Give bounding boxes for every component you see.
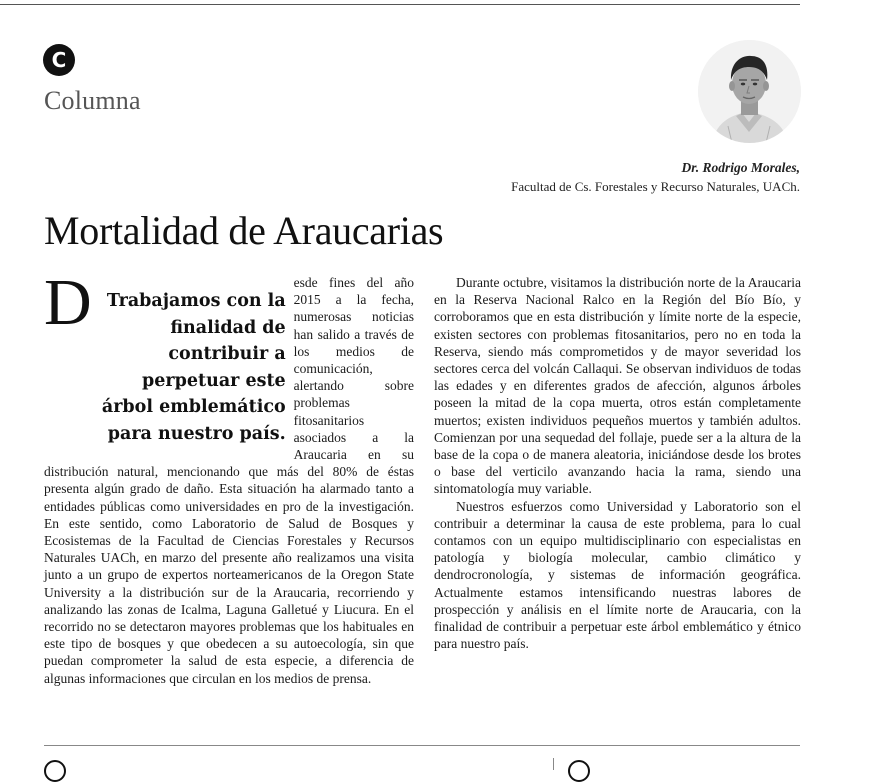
portrait-icon xyxy=(698,40,801,143)
bottom-divider xyxy=(44,745,800,746)
top-divider xyxy=(0,4,800,5)
article-paragraph: Durante octubre, visitamos la distribución norte de la Araucaria en la Reserva Nacional Ralco en la Región del Bío Bío, y corroboramos que en esta distribución y límite norte de la especie, existen sectores con problemas fitosanitarios, pero no en toda la Reserva, siendo más comprometidos y de mayor severidad los sectores cerca del volcán Callaqui. Se observan individuos de todas las edades y en diferentes grados de afección, algunos árboles poseen la mitad de la copa muerta, otros están completamente muertos; existen individuos pequeños muertos y también adultos. Comienzan por una sequedad del follaje, puede ser a la altura de la base de la copa o de manera aleatoria, iniciándose desde los brotes o base del verticilo avanzando hacia la rama, siendo una sintomatología muy variable. xyxy=(434,275,801,497)
author-byline xyxy=(511,158,800,196)
column-separator xyxy=(553,758,554,770)
article-paragraph xyxy=(44,266,414,687)
section-label: Columna xyxy=(44,86,141,115)
article-title: Mortalidad de Araucarias xyxy=(44,208,444,253)
article-column-left xyxy=(44,266,414,687)
column-badge-icon xyxy=(43,44,75,76)
author-affiliation: Facultad de Cs. Forestales y Recurso Naturales, UACh. xyxy=(511,179,800,194)
next-column-badge-icon xyxy=(44,760,66,782)
next-column-badge-icon xyxy=(568,760,590,782)
article-column-right xyxy=(434,274,801,652)
author-photo xyxy=(698,40,801,143)
paragraph-text: esde fines del año 2015 a la fecha, numerosas noticias han salido a través de los medios de comunicación, alertando sobre problemas fitosanitarios asociados a la Araucaria en su distribución natural, mencionando que más del 80% de éstas presenta algún grado de daño. Esta situación ha alarmado tanto a entidades públicas como universidades en pro de la investigación. En este sentido, como Laboratorio de Salud de Bosques y Ecosistemas de la Facultad de Ciencias Forestales y Recursos Naturales UACh, en marzo del presente año realizamos una visita junto a un grupo de expertos norteamericanos de la Oregon State University a la distribución sur de la Araucaria, recorriendo y analizando las zonas de Icalma, Laguna Galletué y Liucura. En el recorrido no se detectaron mayores problemas que los habituales en este tipo de bosques y que obedecen a su autoecología, sin que puedan comprometer la salud de esta especie, a diferencia de algunas informaciones que circulan en los medios de prensa. xyxy=(44,275,414,686)
drop-cap: D xyxy=(44,266,92,339)
pull-quote: Trabajamos con la finalidad de contribuir a perpetuar este árbol emblemático para nuestro país. xyxy=(101,291,286,444)
badge-letter: C xyxy=(51,48,67,72)
author-name: Dr. Rodrigo Morales, xyxy=(681,160,800,175)
article-paragraph: Nuestros esfuerzos como Universidad y Laboratorio son el contribuir a determinar la causa de este problema, para lo cual contamos con un equipo multidisciplinario con especialistas en patología y biología molecular, cambio climático y dendrocronología, y sistemas de información geográfica. Actualmente estamos intensificando nuestras labores de prospección y análisis en el límite norte de Araucaria, con la finalidad de contribuir a perpetuar este árbol emblemático y étnico para nuestro país. xyxy=(434,498,801,652)
